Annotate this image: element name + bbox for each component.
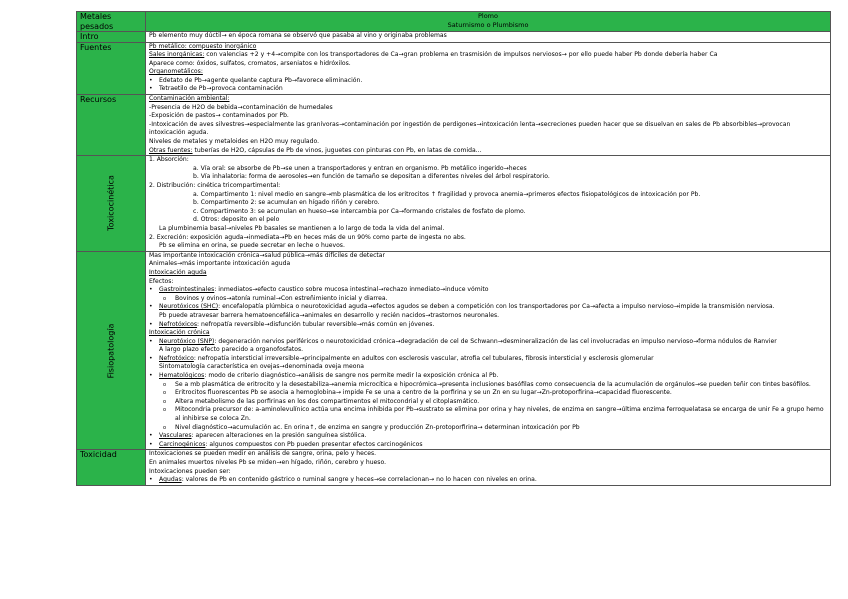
list-item: o Se a mb plasmática de eritrocito y la desestabiliza→anemia microcítica e hipocrómica→presenta inclusiones basófilas como consecuencia de la acumulación de orgánulos→se pueden teñir con tintes basófilos. [149, 381, 827, 390]
toxicology-table [76, 11, 831, 486]
content-toxicidad [146, 450, 831, 485]
sales-text: con valencias +2 y +4→compite con los transportadores de Ca→gran problema en trasmisión de impulsos nerviosos→ por ello puede haber Pb donde debería haber Ca [204, 51, 718, 59]
recursos-line: Niveles de metales y metaloides en H2O muy regulado. [149, 138, 320, 146]
label-fisiopatologia-cell [77, 251, 146, 450]
row-fuentes [77, 42, 831, 95]
list-item: o Nivel diagnóstico→acumulación ac. En orina↑, de enzima en sangre y producción Zn-protoporfirina→ determinan intoxicación por Pb [149, 424, 827, 433]
otras-fuentes-line [149, 147, 827, 156]
list-item: a. Vía oral: se absorbe de Pb→se unen a transportadores y entran en organismo. Pb metálico ingerido→heces [193, 164, 527, 172]
neuro-text: : encefalopatía plúmbica o neurotoxicidad aguda→efectos agudos se deben a competición con los transportadores por Ca→afecta a impulso nervioso→impide la transmisión nerviosa. [218, 303, 775, 311]
list-item: b. Vía inhalatoria: forma de aerosoles→en función de tamaño se depositan a diferentes niveles del árbol respiratorio. [193, 173, 550, 181]
list-item [149, 441, 827, 450]
recursos-title: Contaminación ambiental: [149, 95, 230, 103]
carc-title: Carcinogénicos [159, 440, 206, 448]
list-item [149, 286, 827, 295]
list-item: o Mitocondria precursor de: a-aminolevulínico actúa una encima inhibida por Pb→sustrato se elimina por orina y hay niveles, de enzima en sangre→última enzima ferroquelatasa se encarga de unir Fe a grupo hemo al inhibirse se coloca Zn. [149, 406, 827, 423]
list-item: a. Compartimento 1: nivel medio en sangre→mb plasmática de los eritrocitos ↑ fragilidad y provoca anemia→primeros efectos fisiopatológicos de intoxicación por Pb. [193, 190, 701, 198]
header-title-cell [146, 12, 831, 32]
sintoma-line: Sintomatología característica en ovejas→denominada oveja meona [159, 363, 365, 371]
agudas-text: : valores de Pb en contenido gástrico o ruminal sangre y heces→se correlacionan→ no lo hacen con niveles en orina. [181, 476, 537, 484]
pb-metalico: Pb metálico: compuesto inorgánico [149, 42, 257, 50]
page-subtitle: Saturnismo o Plumbismo [447, 21, 529, 29]
vasc-title: Vasculares [159, 432, 192, 440]
row-recursos [77, 95, 831, 156]
recursos-line: -Presencia de H2O de bebida→contaminación de humedales [149, 103, 333, 111]
list-item [149, 372, 827, 381]
agudas-title: Agudas [159, 476, 182, 484]
content-fisiopatologia [146, 251, 831, 450]
label-toxicocinetica-cell [77, 156, 146, 252]
cronica-title: Intoxicación crónica [149, 329, 210, 337]
neuro-sub: Pb puede atravesar barrera hematoencefálica→animales en desarrollo y recién nacidos→trastornos neuronales. [159, 311, 500, 319]
aguda-title: Intoxicación aguda [149, 268, 207, 276]
label-toxicidad: Toxicidad [77, 450, 146, 485]
gastro-text: : inmediatos→efecto caustico sobre mucosa intestinal→rechazo inmediato→induce vómito [214, 286, 489, 294]
carc-text: : algunos compuestos con Pb pueden presentar efectos carcinogénicos [205, 440, 423, 448]
sales-title: Sales inorgánicas: [149, 51, 205, 59]
neuro2-sub: A largo plazo efecto parecido a organofosfatos. [159, 346, 304, 354]
list-item [149, 338, 827, 347]
excrecion-line: 2. Excreción: exposición aguda→inmediata→Pb en heces más de un 90% como parte de ingesta no abs. [149, 233, 466, 241]
content-recursos [146, 95, 831, 156]
absorcion-title: 1. Absorción: [149, 156, 189, 164]
vasc-text: : aparecen alteraciones en la presión sanguínea sistólica. [191, 432, 367, 440]
row-toxicocinetica [77, 156, 831, 252]
plumbinemia-line: La plumbinemia basal→niveles Pb basales se mantienen a lo largo de toda la vida del animal. [159, 224, 445, 232]
list-item: • Edetato de Pb→agente quelante captura Pb→favorece eliminación. [149, 77, 827, 86]
row-fisiopatologia [77, 251, 831, 450]
otras-text: tuberías de H2O, cápsulas de Pb de vinos, juguetes con pinturas con Pb, en latas de comida… [192, 146, 482, 154]
list-item [149, 476, 827, 485]
fisio-line: Animales→más importante intoxicación aguda [149, 260, 291, 268]
row-toxicidad [77, 450, 831, 485]
list-item: b. Compartimento 2: se acumulan en hígado riñón y cerebro. [193, 199, 380, 207]
toxicidad-line: Intoxicaciones pueden ser: [149, 467, 231, 475]
toxicidad-line: Intoxicaciones se pueden medir en análisis de sangre, orina, pelo y heces. [149, 450, 377, 458]
list-item: c. Compartimento 3: se acumulan en hueso→se intercambia por Ca→formando cristales de fosfato de plomo. [193, 207, 526, 215]
list-item: o Eritrocitos fluorescentes Pb se asocia a hemoglobina→ impide Fe se una a centro de la porfirina y se un Zn en su lugar→Zn-protoporfirina→capacidad fluorescente. [149, 389, 827, 398]
organometalicos-title: Organometálicos: [149, 68, 203, 76]
label-fuentes: Fuentes [77, 42, 146, 95]
orina-line: Pb se elimina en orina, se puede secretar en leche o huevos. [159, 242, 345, 250]
nefro-text: : nefropatía reversible→disfunción tubular reversible→más común en jóvenes. [197, 320, 435, 328]
gastro-title: Gastrointestinales [159, 286, 215, 294]
toxicidad-line: En animales muertos niveles Pb se miden→en hígado, riñón, cerebro y hueso. [149, 459, 387, 466]
efectos-label: Efectos: [149, 277, 174, 285]
label-toxicocinetica: Toxicocinética [106, 175, 116, 232]
nefro2-title: Nefrotóxico [159, 354, 194, 362]
hemato-title: Hematológicos [159, 372, 205, 380]
label-intro: Intro [77, 32, 146, 43]
list-item [149, 303, 827, 312]
row-intro [77, 32, 831, 43]
content-intro [146, 32, 831, 43]
content-toxicocinetica [146, 156, 831, 252]
intro-text: Pb elemento muy dúctil→ en época romana se observó que pasaba al vino y originaba problemas [149, 32, 447, 39]
list-item: d. Otros: deposito en el pelo [193, 216, 280, 224]
list-item [149, 355, 827, 364]
recursos-line: -Intoxicación de aves silvestres→especialmente las granívoras→contaminación por ingestión de perdigones→intoxicación lenta→secreciones pueden hacer que se disuelvan en sales de Pb absorbibles→provocan intoxicación aguda. [149, 120, 791, 137]
nefro2-text: : nefropatía intersticial irreversible→principalmente en adultos con esclerosis vascular, atrofia cel tubulares, fibrosis intersticial y esclerosis glomerular [193, 354, 654, 362]
aparece-line: Aparece como: óxidos, sulfatos, cromatos, arseniatos e hidróxilos. [149, 59, 351, 67]
header-col1: Metales pesados [77, 12, 146, 32]
recursos-line: -Exposición de pastos→ contaminados por Pb. [149, 112, 289, 120]
label-fisiopatologia: Fisiopatología [106, 323, 116, 379]
sales-line [149, 51, 827, 60]
otras-title: Otras fuentes: [149, 146, 193, 154]
hemato-text: : modo de criterio diagnóstico→análisis de sangre nos permite medir la exposición crónica al Pb. [204, 372, 499, 380]
list-item [149, 321, 827, 330]
list-item: o Altera metabolismo de las porfirinas en los dos compartimentos el mitocondrial y el citoplasmático. [149, 398, 827, 407]
content-fuentes [146, 42, 831, 95]
neuro-title: Neurotóxicos (SHC) [159, 303, 219, 311]
neuro2-text: : degeneración nervios periféricos o neurotoxicidad crónica→degradación de cel de Schwann→desmineralización de las cel involucradas en impulso nervioso→forma nódulos de Ranvier [214, 337, 777, 345]
page-title: Plomo [477, 12, 498, 20]
list-item [149, 432, 827, 441]
list-item: o Bovinos y ovinos→atonía ruminal→Con estreñimiento inicial y diarrea. [149, 295, 827, 304]
list-item: • Tetraetilo de Pb→provoca contaminación [149, 85, 827, 94]
neuro2-title: Neurotóxico (SNP) [159, 337, 215, 345]
distribucion-title: 2. Distribución: cinética tricompartimental: [149, 182, 281, 189]
nefro-title: Nefrotóxicos [159, 320, 198, 328]
header-row [77, 12, 831, 32]
fisio-line: Mas importante intoxicación crónica→salud pública→más difíciles de detectar [149, 251, 386, 259]
label-recursos: Recursos [77, 95, 146, 156]
